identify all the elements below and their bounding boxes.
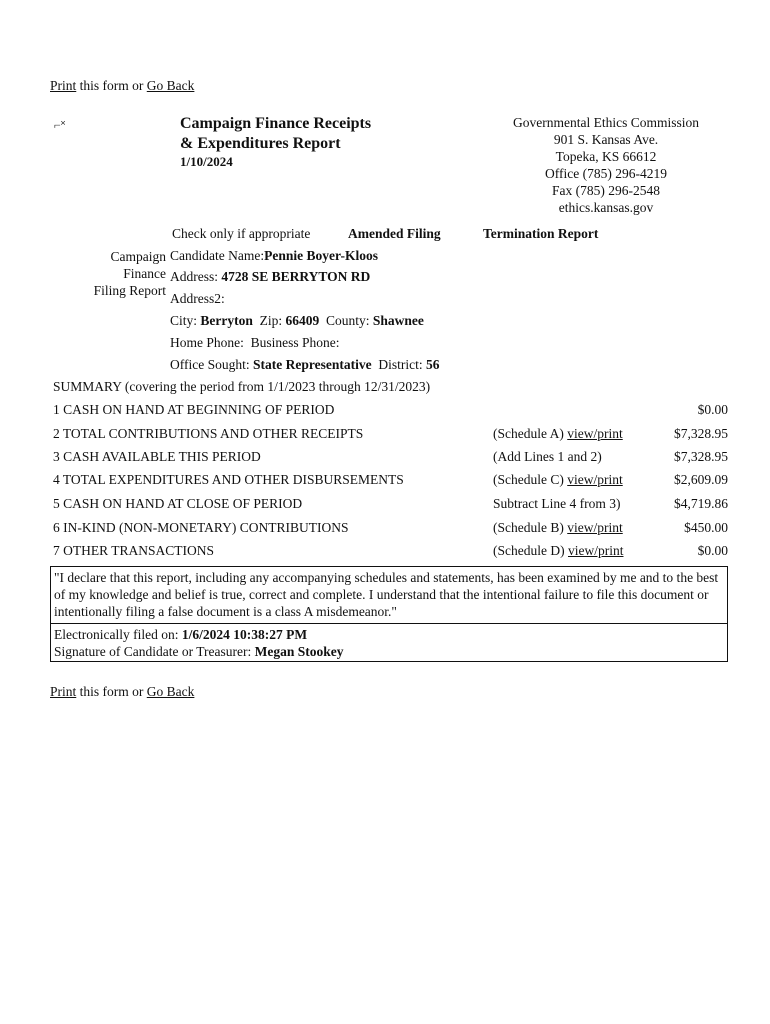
view-print-link-schedule-c[interactable]: view/print	[567, 472, 623, 487]
city-row	[170, 313, 424, 329]
agency-website: ethics.kansas.gov	[558, 200, 654, 215]
summary-row-label: 7 OTHER TRANSACTIONS	[53, 543, 215, 558]
summary-row-amount: $2,609.09	[674, 472, 728, 487]
nav-text-bottom: this form or	[76, 684, 147, 699]
district-value: 56	[425, 357, 440, 372]
summary-heading: SUMMARY (covering the period from 1/1/2023 through 12/31/2023)	[53, 379, 431, 394]
side-label-line3: Filing Report	[93, 283, 166, 298]
summary-row-3	[53, 449, 728, 469]
office-value: State Representative	[253, 357, 372, 372]
declaration-box	[50, 566, 728, 662]
summary-row-amount: $0.00	[697, 402, 728, 417]
view-print-link-schedule-b[interactable]: view/print	[567, 520, 623, 535]
filed-on-value: 1/6/2024 10:38:27 PM	[181, 627, 308, 642]
summary-row-amount: $7,328.95	[674, 426, 728, 441]
view-print-link-schedule-a[interactable]: view/print	[567, 426, 623, 441]
filed-on-label: Electronically filed on:	[54, 627, 182, 642]
business-phone-label: Business Phone:	[250, 335, 340, 350]
candidate-name-row	[170, 248, 378, 264]
candidate-name: Pennie Boyer-Kloos	[264, 248, 378, 263]
candidate-name-label: Candidate Name:	[170, 248, 265, 263]
district-label: District:	[371, 357, 426, 372]
agency-name: Governmental Ethics Commission	[513, 115, 699, 130]
print-link[interactable]: Print	[50, 78, 77, 93]
city-label: City:	[170, 313, 201, 328]
summary-row-label: 2 TOTAL CONTRIBUTIONS AND OTHER RECEIPTS	[53, 426, 364, 441]
summary-row-4	[53, 472, 728, 492]
home-phone-label: Home Phone:	[170, 335, 244, 350]
summary-row-amount: $450.00	[684, 520, 728, 535]
top-nav	[50, 78, 194, 94]
city-value: Berryton	[200, 313, 253, 328]
go-back-link-bottom[interactable]: Go Back	[146, 684, 195, 699]
summary-row-7	[53, 543, 728, 563]
signature-row	[54, 643, 343, 660]
amended-filing-option[interactable]: Amended Filing	[348, 226, 441, 241]
summary-row-5	[53, 496, 728, 516]
declaration-text: "I declare that this report, including any accompanying schedules and statements, has been examined by me and to the best of my knowledge and belief is true, correct and complete. I understand that the intentional failure to file this document or intentionally filing a false document is a class A misdemeanor."	[54, 570, 719, 619]
report-title-line1: Campaign Finance Receipts	[180, 115, 372, 132]
side-label-line2: Finance	[123, 266, 166, 281]
zip-label: Zip:	[252, 313, 286, 328]
summary-row-2	[53, 426, 728, 446]
side-label	[60, 248, 166, 299]
agency-block	[490, 114, 722, 216]
summary-row-schedule: (Schedule B) view/print	[493, 520, 623, 535]
signature-value: Megan Stookey	[254, 644, 344, 659]
summary-row-label: 3 CASH AVAILABLE THIS PERIOD	[53, 449, 261, 464]
agency-office-phone: Office (785) 296-4219	[545, 166, 667, 181]
summary-row-amount: $7,328.95	[674, 449, 728, 464]
county-label: County:	[319, 313, 373, 328]
summary-row-amount: $4,719.86	[674, 496, 728, 511]
agency-fax: Fax (785) 296-2548	[552, 183, 660, 198]
office-row	[170, 357, 439, 373]
summary-row-label: 5 CASH ON HAND AT CLOSE OF PERIOD	[53, 496, 303, 511]
signature-label: Signature of Candidate or Treasurer:	[54, 644, 255, 659]
address-label: Address:	[170, 269, 222, 284]
summary-row-1	[53, 402, 728, 422]
summary-row-schedule: Subtract Line 4 from 3)	[493, 496, 621, 511]
termination-report-option[interactable]: Termination Report	[483, 226, 599, 241]
view-print-link-schedule-d[interactable]: view/print	[567, 543, 624, 558]
summary-row-schedule: (Schedule A) view/print	[493, 426, 623, 441]
summary-row-label: 6 IN-KIND (NON-MONETARY) CONTRIBUTIONS	[53, 520, 349, 535]
county-value: Shawnee	[372, 313, 424, 328]
office-label: Office Sought:	[170, 357, 253, 372]
seal-icon: ⌐˟	[54, 118, 66, 132]
summary-row-schedule: (Schedule D) view/print	[493, 543, 624, 558]
print-link-bottom[interactable]: Print	[50, 684, 77, 699]
report-header	[180, 114, 371, 170]
summary-row-schedule: (Schedule C) view/print	[493, 472, 623, 487]
phone-row	[170, 335, 340, 351]
go-back-link[interactable]: Go Back	[146, 78, 195, 93]
address2-label: Address2:	[170, 291, 225, 306]
address2-row	[170, 291, 225, 307]
bottom-nav	[50, 684, 194, 700]
agency-street: 901 S. Kansas Ave.	[553, 132, 659, 147]
declaration-divider	[51, 623, 727, 624]
report-date: 1/10/2024	[180, 154, 233, 169]
summary-row-6	[53, 520, 728, 540]
address-row	[170, 269, 370, 285]
address-value: 4728 SE BERRYTON RD	[221, 269, 371, 284]
summary-row-schedule: (Add Lines 1 and 2)	[493, 449, 602, 464]
summary-row-label: 4 TOTAL EXPENDITURES AND OTHER DISBURSEMENTS	[53, 472, 404, 487]
agency-city: Topeka, KS 66612	[555, 149, 657, 164]
summary-row-label: 1 CASH ON HAND AT BEGINNING OF PERIOD	[53, 402, 335, 417]
summary-row-amount: $0.00	[697, 543, 728, 558]
report-title-line2: & Expenditures Report	[180, 135, 341, 152]
nav-text: this form or	[76, 78, 147, 93]
filed-on-row	[54, 626, 307, 643]
check-label: Check only if appropriate	[172, 226, 311, 241]
side-label-line1: Campaign	[110, 249, 166, 264]
zip-value: 66409	[285, 313, 320, 328]
